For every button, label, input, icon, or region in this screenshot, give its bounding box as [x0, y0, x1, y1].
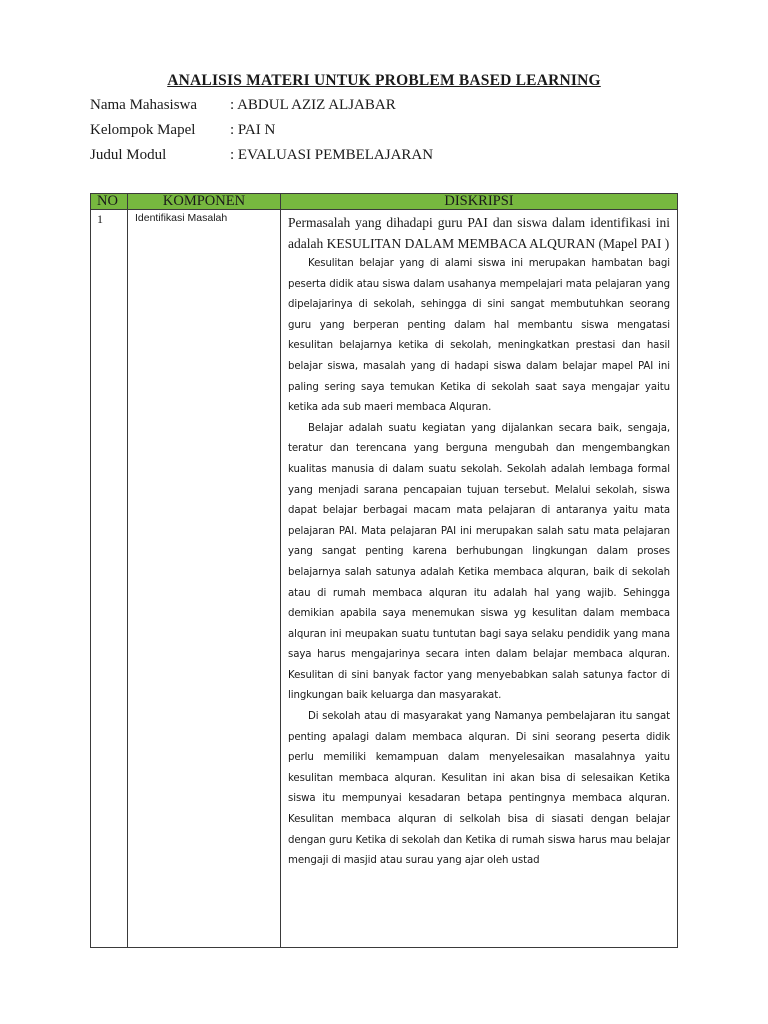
- meta-nama-mahasiswa: [90, 97, 396, 114]
- meta-value: : EVALUASI PEMBELAJARAN: [230, 147, 434, 163]
- meta-value: : ABDUL AZIZ ALJABAR: [230, 97, 396, 113]
- row-diskripsi: [281, 210, 678, 948]
- meta-judul-modul: [90, 147, 433, 164]
- meta-label: Kelompok Mapel: [90, 122, 196, 138]
- lead-paragraph: Permasalah yang dihadapi guru PAI dan siswa dalam identifikasi ini adalah KESULITAN DALAM MEMBACA ALQURAN (Mapel PAI ): [288, 215, 670, 251]
- document-title: ANALISIS MATERI UNTUK PROBLEM BASED LEARNING: [167, 72, 601, 89]
- table-header-row: [91, 194, 678, 210]
- meta-label: Nama Mahasiswa: [90, 97, 198, 113]
- meta-kelompok-mapel: [90, 122, 275, 139]
- meta-label: Judul Modul: [90, 147, 167, 163]
- header-no: NO: [91, 194, 128, 210]
- header-komponen: KOMPONEN: [128, 194, 281, 210]
- row-komponen: Identifikasi Masalah: [128, 210, 281, 948]
- meta-value: : PAI N: [230, 122, 276, 138]
- row-number: 1: [91, 210, 128, 948]
- header-diskripsi: DISKRIPSI: [281, 194, 678, 210]
- body-paragraph-3: Di sekolah atau di masyarakat yang Namanya pembelajaran itu sangat penting apalagi dalam membaca alquran. Di sini seorang peserta didik perlu memiliki kemampuan dalam menyelesaikan masalahnya yaitu kesulitan membaca alquran. Kesulitan ini akan bisa di selesaikan Ketika siswa itu mempunyai kesadaran betapa pentingnya membaca alquran. Kesulitan membaca alquran di selkolah bisa di siasati dengan belajar dengan guru Ketika di sekolah dan Ketika di rumah siswa harus mau belajar mengaji di masjid atau surau yang ajar oleh ustad: [288, 711, 670, 867]
- analysis-table: [90, 193, 678, 948]
- body-paragraph-2: Belajar adalah suatu kegiatan yang dijalankan secara baik, sengaja, teratur dan terencana yang berguna mengubah dan mengembangkan kualitas manusia di dalam suatu sekolah. Sekolah adalah lembaga formal yang menjadi sarana pencapaian tujuan tersebut. Melalui sekolah, siswa dapat belajar berbagai macam mata pelajaran di antaranya yaitu mata pelajaran PAI. Mata pelajaran PAI ini merupakan salah satu mata pelajaran yang sangat penting karena berhubungan lingkungan dalam proses belajarnya salah satunya adalah Ketika membaca alquran, baik di sekolah atau di rumah membaca alquran itu adalah hal yang wajib. Sehingga demikian apabila saya menemukan siswa yg kesulitan dalam membaca alquran ini meupakan suatu tuntutan bagi saya selaku pendidik yang mana saya harus mengajarinya secara inten dalam belajar membaca alquran. Kesulitan di sini banyak factor yang menyebabkan salah satunya factor di lingkungan baik keluarga dan masyarakat.: [288, 422, 670, 702]
- table-row: [91, 210, 678, 948]
- body-paragraph-1: Kesulitan belajar yang di alami siswa ini merupakan hambatan bagi peserta didik atau siswa dalam usahanya mempelajari mata pelajaran yang dipelajarinya di sekolah, sehingga di sini sangat membutuhkan seorang guru yang berperan penting dalam hal membantu siswa mengatasi kesulitan belajarnya ketika di sekolah, meningkatkan prestasi dan hasil belajar siswa, masalah yang di hadapi siswa dalam belajar mapel PAI ini paling sering saya temukan Ketika di sekolah saat saya mengajar yaitu ketika ada sub maeri membaca Alquran.: [288, 258, 670, 414]
